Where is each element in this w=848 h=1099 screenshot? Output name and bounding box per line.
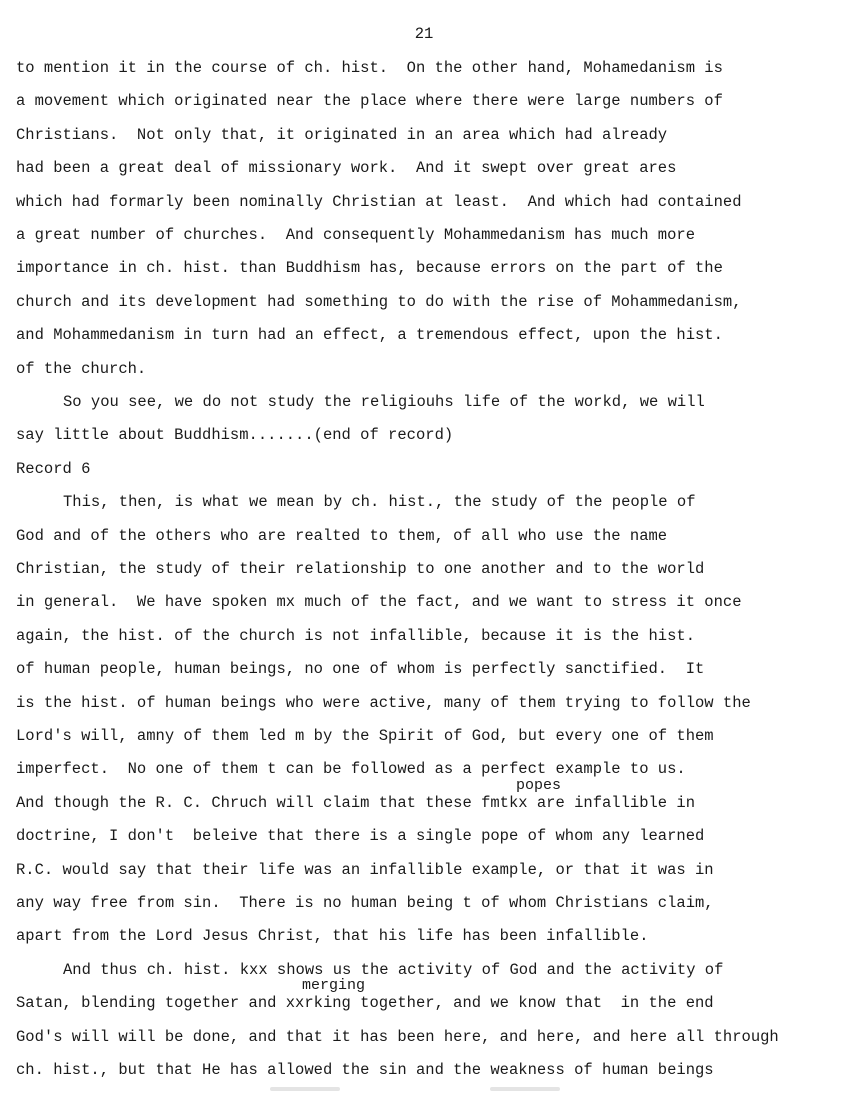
text-line: say little about Buddhism.......(end of record) <box>16 426 454 445</box>
text-line: had been a great deal of missionary work. And it swept over great ares <box>16 159 677 178</box>
text-line: in general. We have spoken mx much of the fact, and we want to stress it once <box>16 593 742 612</box>
text-line: a movement which originated near the place where there were large numbers of <box>16 92 723 111</box>
text-line: Christians. Not only that, it originated in an area which had already <box>16 125 668 144</box>
scan-smudge-right <box>490 1087 560 1091</box>
text-line: is the hist. of human beings who were active, many of them trying to follow the <box>16 693 751 712</box>
page-number: 21 <box>414 25 434 43</box>
text-line: again, the hist. of the church is not infallible, because it is the hist. <box>16 626 696 645</box>
text-line: church and its development had something to do with the rise of Mohammedanism, <box>16 292 742 311</box>
text-line: and Mohammedanism in turn had an effect, a tremendous effect, upon the hist. <box>16 326 723 345</box>
text-line: of human people, human beings, no one of whom is perfectly sanctified. It <box>16 660 705 679</box>
text-line: doctrine, I don't beleive that there is a single pope of whom any learned <box>16 827 705 846</box>
text-line: to mention it in the course of ch. hist. On the other hand, Mohamedanism is <box>16 59 723 77</box>
text-line: a great number of churches. And consequently Mohammedanism has much more <box>16 226 696 244</box>
text-line: R.C. would say that their life was an infallible example, or that it was in <box>16 860 714 879</box>
text-line: ch. hist., but that He has allowed the sin and the weakness of human beings <box>16 1061 714 1079</box>
paragraph-first-line: And thus ch. hist. kxx shows us the activity of God and the activity of <box>63 960 724 979</box>
paragraph-first-line: So you see, we do not study the religiouhs life of the workd, we will <box>63 393 705 411</box>
text-line: And though the R. C. Chruch will claim that these fmtkx are infallible in <box>16 793 696 812</box>
text-line: God and of the others who are realted to them, of all who use the name <box>16 526 668 545</box>
text-line: imperfect. No one of them t can be followed as a perfect example to us. <box>16 760 686 779</box>
text-line: Satan, blending together and xxrking together, and we know that in the end <box>16 994 714 1013</box>
scan-smudge-left <box>270 1087 340 1091</box>
text-line: Lord's will, amny of them led m by the Spirit of God, but every one of them <box>16 727 714 745</box>
text-line: of the church. <box>16 359 147 378</box>
text-line: apart from the Lord Jesus Christ, that his life has been infallible. <box>16 927 649 946</box>
interlinear-insertion: popes <box>516 776 562 794</box>
text-line: God's will will be done, and that it has been here, and here, and here all through <box>16 1027 779 1046</box>
text-line: Record 6 <box>16 459 91 478</box>
text-line: Christian, the study of their relationship to one another and to the world <box>16 560 705 578</box>
text-line: any way free from sin. There is no human being t of whom Christians claim, <box>16 894 714 912</box>
text-line: importance in ch. hist. than Buddhism has, because errors on the part of the <box>16 259 723 278</box>
interlinear-insertion: merging <box>302 977 366 995</box>
paragraph-first-line: This, then, is what we mean by ch. hist., the study of the people of <box>63 493 696 512</box>
text-line: which had formarly been nominally Christian at least. And which had contained <box>16 192 742 211</box>
